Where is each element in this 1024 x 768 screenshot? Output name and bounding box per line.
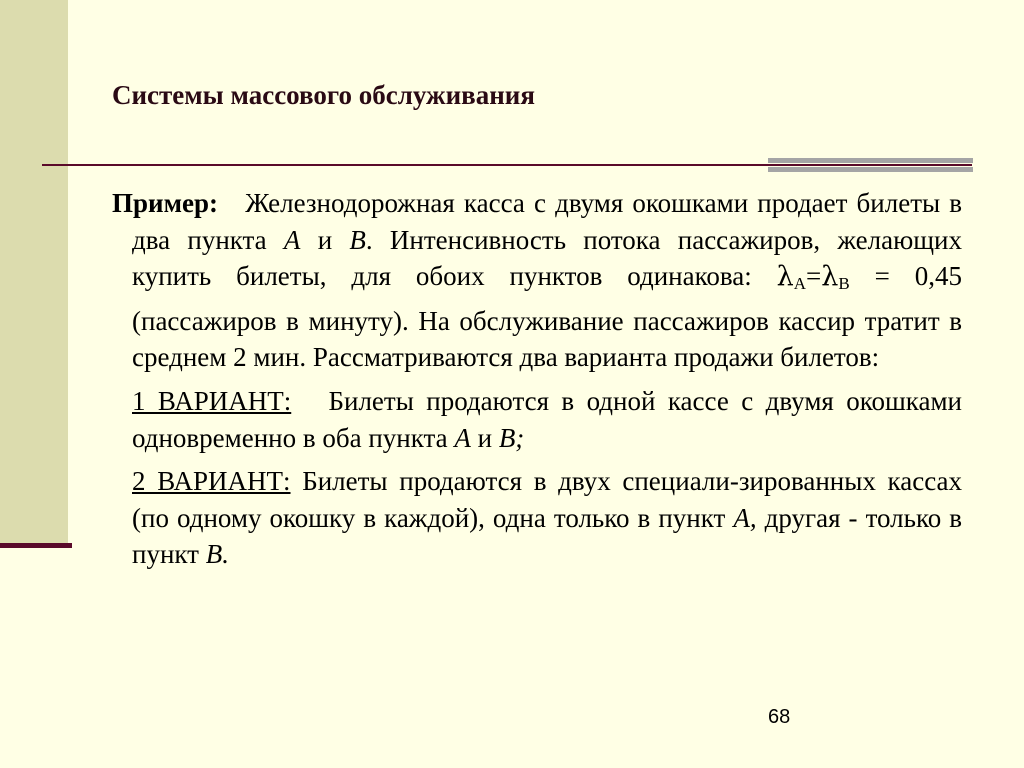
variant-2-point-a: А, bbox=[733, 502, 757, 533]
example-point-b: В bbox=[349, 224, 366, 255]
example-text-2: . Интенсивность потока пассажиров, желающих купить билеты, для обоих пунктов одинакова: bbox=[132, 224, 962, 292]
slide-body bbox=[112, 185, 962, 580]
variant-2-paragraph bbox=[112, 463, 962, 573]
example-paragraph bbox=[112, 185, 962, 376]
example-label: Пример: bbox=[112, 188, 218, 218]
variant-1-point-a: А bbox=[454, 422, 471, 453]
example-point-a: А bbox=[283, 224, 301, 255]
example-text-3: = 0,45 (пассажиров в минуту). На обслуживание пассажиров кассир тратит в среднем 2 мин. Рассматриваются два варианта продажи билетов: bbox=[132, 261, 963, 373]
variant-1-and: и bbox=[477, 422, 493, 453]
lambda-symbol-a: λ bbox=[776, 261, 794, 293]
variant-1-text: Билеты продаются в одной кассе с двумя окошками одновременно в оба пункта bbox=[132, 385, 963, 453]
lambda-symbol-b: λ bbox=[821, 261, 839, 293]
variant-2-label: 2 ВАРИАНТ: bbox=[132, 466, 291, 497]
variant-2-text-1: Билеты продаются в двух специали-зированных кассах (по одному окошку в каждой), одна только в пункт bbox=[132, 466, 963, 533]
lambda-subscript-a: A bbox=[793, 274, 807, 294]
lambda-subscript-b: B bbox=[838, 274, 850, 294]
variant-1-label: 1 ВАРИАНТ: bbox=[132, 385, 292, 416]
example-text-1: Железнодорожная касса с двумя окошками продает билеты в два пункта bbox=[132, 188, 962, 255]
variant-2-text-2: другая - только в пункт bbox=[132, 502, 962, 570]
left-sidebar-decoration bbox=[0, 0, 68, 545]
page-number: 68 bbox=[768, 706, 791, 728]
variant-2-point-b: В. bbox=[205, 539, 229, 570]
example-and: и bbox=[317, 224, 333, 255]
title-divider-accent bbox=[768, 158, 973, 172]
variant-1-point-b: В; bbox=[498, 422, 525, 453]
slide-title: Системы массового обслуживания bbox=[112, 80, 535, 110]
lambda-equals: = bbox=[806, 261, 822, 292]
left-sidebar-underline bbox=[0, 543, 72, 548]
variant-1-paragraph bbox=[112, 383, 962, 456]
